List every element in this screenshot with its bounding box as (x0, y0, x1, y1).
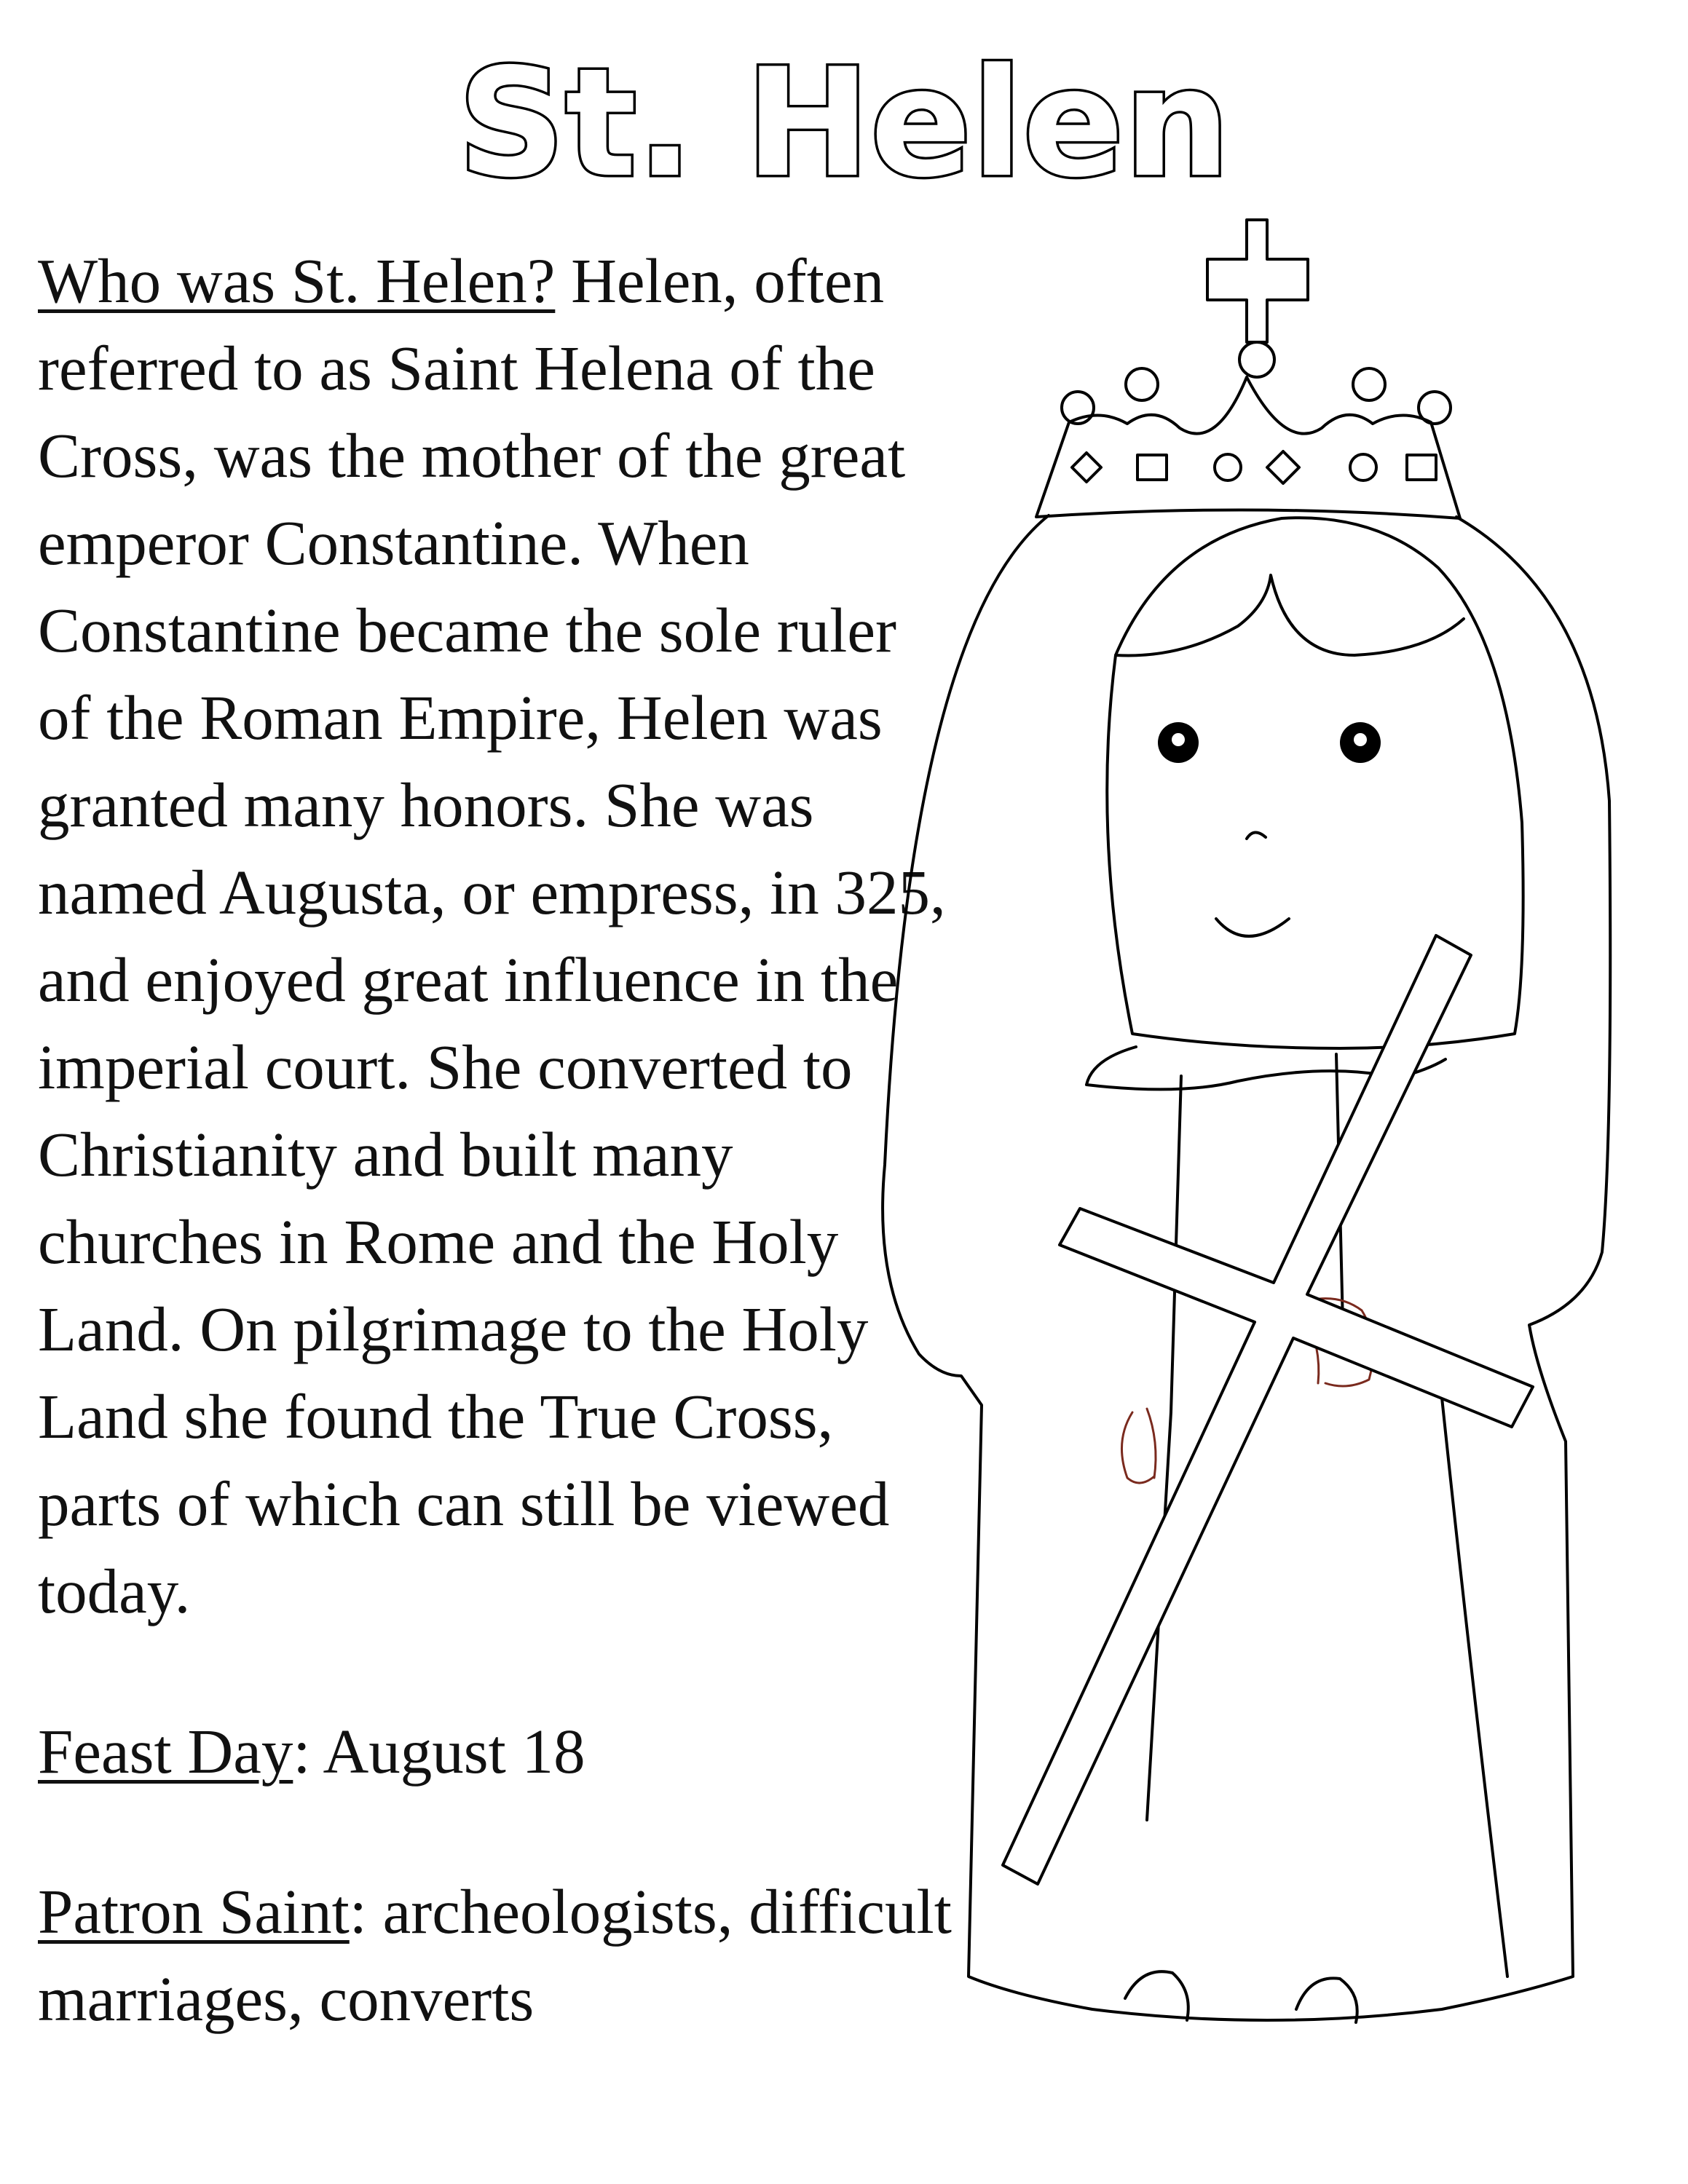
patron-saint-label: Patron Saint (38, 1876, 350, 1947)
crown-cross-icon (1207, 220, 1308, 342)
patron-saint (38, 1868, 955, 2043)
eye-icon (1158, 722, 1381, 763)
cross-icon (1003, 935, 1533, 1884)
dress-line-right-lower (1442, 1398, 1507, 1977)
veil-outline (883, 515, 1610, 2020)
crown-icon (1036, 342, 1460, 518)
feast-day-label: Feast Day (38, 1716, 293, 1787)
nose-icon (1247, 832, 1266, 839)
saint-helen-drawing (837, 204, 1688, 2169)
feast-day-value: : August 18 (293, 1716, 585, 1787)
page-title-outline (0, 36, 1688, 204)
dress-line-left (1147, 1076, 1181, 1820)
page-title (0, 36, 1688, 204)
bio-text: Helen, often referred to as Saint Helena of the Cross, was the mother of the great emperor Constantine. When Constantine became the sole ruler of the Roman Empire, Helen was granted many honors. She was named Augusta, or empress, in 325, and enjoyed great influence in the imperial court. She converted to Christianity and built many churches in Rome and the Holy Land. On pilgrimage to the Holy Land she found the True Cross, parts of which can still be viewed today. (38, 245, 946, 1626)
feast-day (38, 1708, 955, 1795)
bio-paragraph (38, 237, 955, 1635)
mouth-icon (1216, 919, 1289, 936)
hair-line (1116, 575, 1464, 656)
text-column (38, 237, 955, 2043)
right-foot (1296, 1978, 1357, 2022)
patron-saint-value: : archeologists, difficult marriages, converts (38, 1876, 952, 2034)
page-title-text: St. Helen (457, 37, 1231, 204)
bio-label: Who was St. Helen? (38, 245, 556, 316)
saint-helen-illustration (837, 204, 1688, 2169)
